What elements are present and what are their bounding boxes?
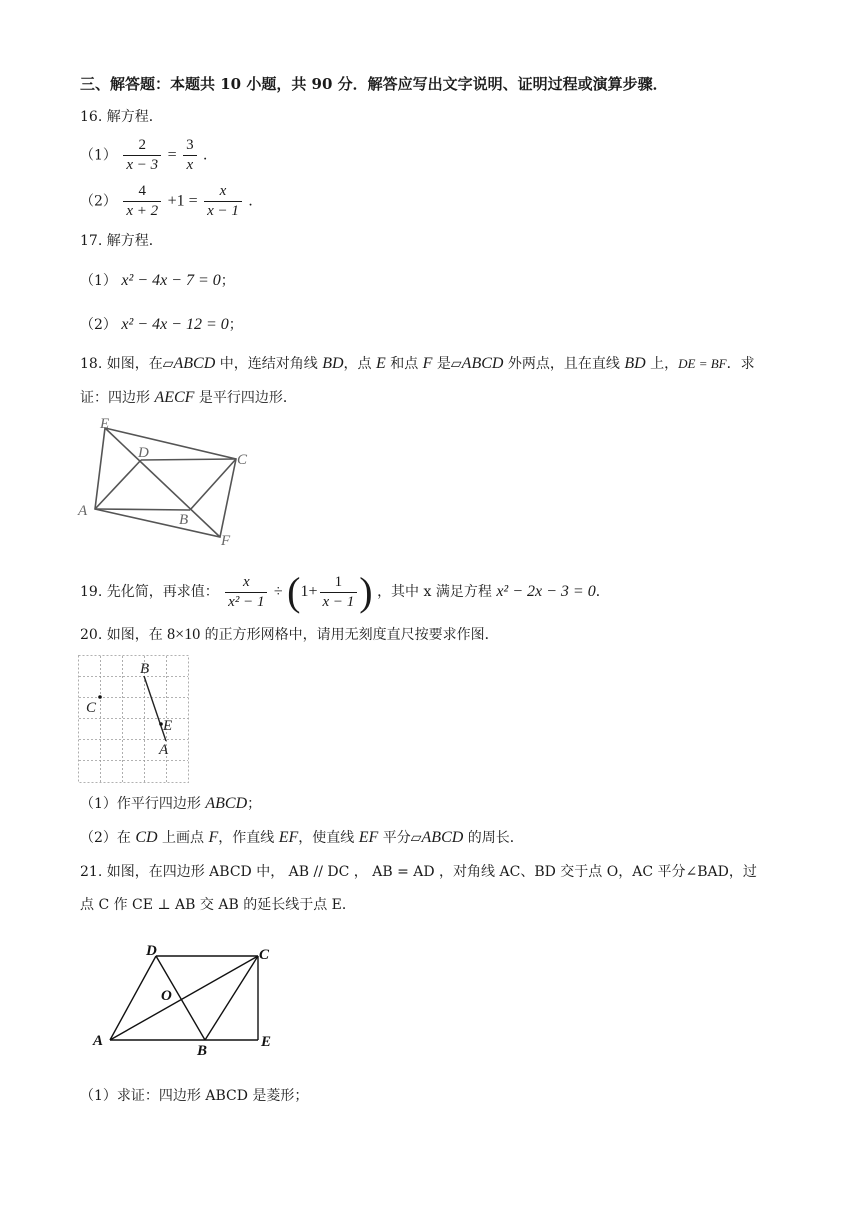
q17-stem: 17. 解方程．: [80, 233, 163, 249]
label-e: E: [100, 416, 110, 432]
q16-p1-lden: x − 3: [126, 157, 159, 173]
q18-line2: [80, 388, 297, 408]
q18-text-f: 外两点，且在直线: [503, 356, 625, 372]
q20-p1-text: （1）作平行四边形: [80, 796, 206, 812]
q20-p2-text-a: （2）在: [80, 830, 136, 846]
q16-p1-lnum: 2: [123, 136, 161, 156]
q17-p1-label: （1）: [80, 273, 117, 289]
label-f: F: [221, 533, 231, 549]
rhombus-label-b: B: [197, 1043, 208, 1059]
q18-line1: [80, 354, 755, 374]
q18-e: E: [375, 355, 386, 372]
q19-end: ．: [595, 584, 610, 600]
q18-bd-2: BD: [624, 355, 646, 372]
q19-text-mid: ，其中 x 满足方程: [377, 584, 497, 600]
q20-p2-text-f: 的周长．: [463, 830, 524, 846]
q20-p2-cd: CD: [135, 829, 158, 846]
q20-grid-figure: [78, 655, 190, 785]
q17-part1: [80, 271, 235, 291]
q19-line: [80, 569, 610, 614]
q18-text-h: ．求: [726, 356, 755, 372]
q19-lparen: (: [287, 569, 301, 614]
grid-label-a: A: [159, 742, 169, 758]
q16-p2-left-fraction: [123, 182, 161, 221]
q18-text-b: 中，连结对角线: [215, 356, 323, 372]
q18-figure: [76, 414, 256, 550]
q16-p2-label: （2）: [80, 193, 117, 210]
q19-den1: x² − 1: [228, 593, 265, 610]
q20-part1: [80, 794, 261, 814]
q16-p1-eq: =: [167, 146, 177, 164]
q19-text-pre: 19. 先化简，再求值：: [80, 584, 219, 600]
q18-text-2b: 是平行四边形．: [194, 390, 297, 406]
label-b: B: [179, 512, 189, 528]
label-a: A: [78, 503, 88, 519]
q19-num1: x: [225, 573, 267, 593]
q18-aecf: AECF: [154, 389, 195, 406]
q18-f: F: [422, 355, 433, 372]
parallelogram-symbol: ▱: [410, 830, 422, 846]
q18-bd: BD: [322, 355, 344, 372]
q16-part2: [80, 182, 262, 221]
q21-part1: （1）求证：四边形 ABCD 是菱形；: [80, 1088, 309, 1104]
q20-text-a: 20. 如图，在: [80, 627, 168, 643]
q17-p1-end: ；: [220, 273, 235, 289]
q18-abcd-2: ABCD: [461, 355, 504, 372]
q16-p2-plus-one: +1 =: [167, 192, 198, 210]
rhombus-label-o: O: [161, 988, 172, 1004]
label-d: D: [138, 445, 149, 461]
rhombus-label-e: E: [261, 1034, 272, 1050]
q16-p2-lden: x + 2: [126, 203, 159, 219]
q16-p1-right-fraction: [183, 136, 197, 175]
q16-p2-lnum: 4: [123, 182, 161, 202]
q20-grid-size: 8×10: [167, 626, 201, 643]
q16-p1-rden: x: [186, 157, 194, 173]
q19-one-plus: 1+: [300, 583, 318, 600]
q18-text-g: 上，: [645, 356, 679, 372]
q18-text-c: ，点: [343, 356, 376, 372]
q19-fraction-1: [225, 573, 267, 612]
q18-abcd: ABCD: [173, 355, 216, 372]
q20-p2-text-d: ，使直线: [298, 830, 359, 846]
q16-p1-end: ．: [203, 147, 218, 164]
grid-label-b: B: [140, 661, 150, 677]
rhombus-label-a: A: [93, 1033, 104, 1049]
q20-p2-ef: EF: [278, 829, 299, 846]
q16-p1-rnum: 3: [183, 136, 197, 156]
q16-stem: 16. 解方程．: [80, 109, 163, 125]
q18-condition: DE = BF: [678, 356, 727, 371]
q21-line1: 21. 如图，在四边形 ABCD 中， AB // DC ， AB = AD ，对角线 AC、BD 交于点 O，AC 平分∠BAD，过: [80, 864, 757, 880]
q16-p2-rden: x − 1: [207, 203, 239, 219]
q20-p2-text-b: 上画点: [157, 830, 209, 846]
label-c: C: [237, 452, 248, 468]
parallelogram-symbol: ▱: [450, 356, 462, 372]
rhombus-label-c: C: [259, 947, 270, 963]
q16-p2-right-fraction: [204, 182, 242, 221]
q20-p2-text-e: 平分: [378, 830, 411, 846]
q20-p2-text-c: ，作直线: [218, 830, 279, 846]
q19-fraction-2: [320, 573, 358, 612]
q18-text-2a: 证：四边形: [80, 390, 155, 406]
q17-p2-end: ；: [228, 317, 243, 333]
q21-line2: 点 C 作 CE ⊥ AB 交 AB 的延长线于点 E．: [80, 897, 356, 913]
q20-p2-ef-2: EF: [358, 829, 379, 846]
q20-p1-end: ；: [247, 796, 262, 812]
grid-label-c: C: [86, 700, 97, 716]
q16-p1-label: （1）: [80, 147, 117, 164]
q17-p2-expr: x² − 4x − 12 = 0: [121, 316, 229, 333]
q18-text-e: 是: [432, 356, 451, 372]
parallelogram-symbol: ▱: [162, 356, 174, 372]
q18-text-d: 和点: [385, 356, 423, 372]
q20-p2-abcd: ABCD: [421, 829, 464, 846]
grid-label-e: E: [163, 718, 173, 734]
q16-p2-rnum: x: [204, 182, 242, 202]
q17-part2: [80, 315, 243, 335]
q21-figure: [88, 938, 278, 1062]
q20-text-b: 的正方形网格中，请用无刻度直尺按要求作图．: [200, 627, 499, 643]
q16-p2-end: ．: [248, 193, 263, 210]
q16-p1-left-fraction: [123, 136, 161, 175]
section-title: 三、解答题：本题共 10 小题，共 90 分．解答应写出文字说明、证明过程或演算步骤．: [80, 75, 668, 93]
q19-divide: ÷: [273, 583, 283, 600]
q20-p1-abcd: ABCD: [205, 795, 248, 812]
q19-den2: x − 1: [322, 593, 355, 610]
rhombus-label-d: D: [146, 943, 157, 959]
q20-stem: [80, 625, 499, 645]
q16-part1: [80, 136, 217, 175]
q18-text-a: 18. 如图，在: [80, 356, 163, 372]
q19-rparen: ): [359, 569, 373, 614]
q19-num2: 1: [320, 573, 358, 593]
q17-p1-expr: x² − 4x − 7 = 0: [121, 272, 221, 289]
q17-p2-label: （2）: [80, 317, 117, 333]
q19-equation: x² − 2x − 3 = 0: [496, 583, 596, 600]
q20-p2-f: F: [208, 829, 219, 846]
q20-part2: [80, 828, 524, 848]
